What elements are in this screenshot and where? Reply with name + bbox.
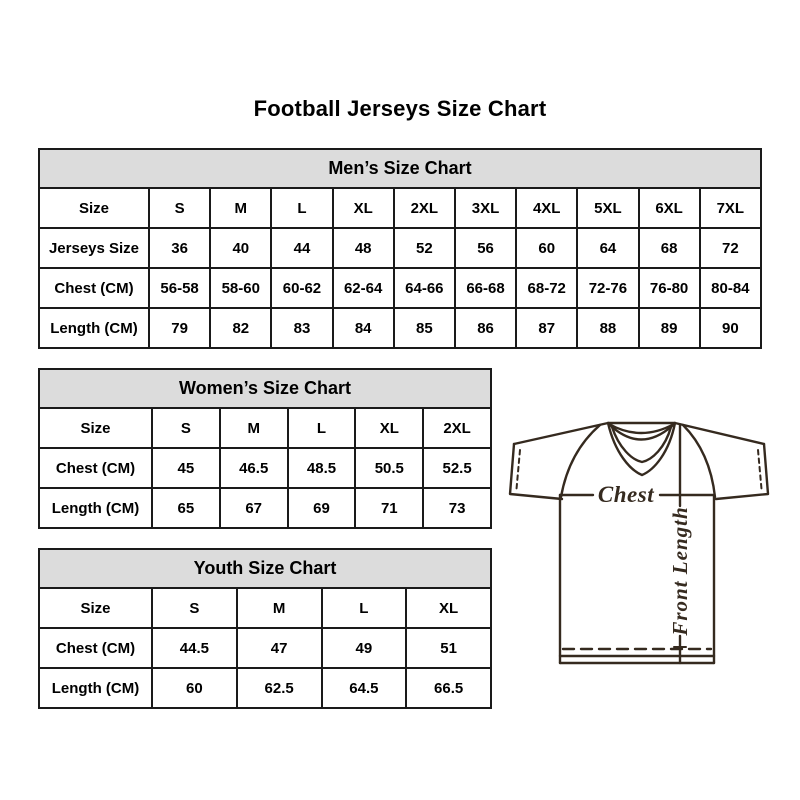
- table-header-row: [39, 549, 491, 588]
- value-cell: 67: [220, 488, 288, 528]
- value-cell: 88: [577, 308, 638, 348]
- value-cell: 50.5: [355, 448, 423, 488]
- value-cell: S: [152, 408, 220, 448]
- value-cell: 46.5: [220, 448, 288, 488]
- row-label-cell: Size: [39, 188, 149, 228]
- value-cell: XL: [406, 588, 491, 628]
- value-cell: M: [237, 588, 322, 628]
- value-cell: S: [152, 588, 237, 628]
- value-cell: 48.5: [288, 448, 356, 488]
- page-title: Football Jerseys Size Chart: [253, 96, 547, 121]
- value-cell: 3XL: [455, 188, 516, 228]
- value-cell: 80-84: [700, 268, 761, 308]
- value-cell: L: [322, 588, 407, 628]
- value-cell: 51: [406, 628, 491, 668]
- jersey-measurement-diagram: [503, 398, 775, 678]
- value-cell: 62-64: [333, 268, 394, 308]
- value-cell: L: [271, 188, 332, 228]
- chest-label: Chest: [597, 482, 655, 507]
- value-cell: 40: [210, 228, 271, 268]
- value-cell: 7XL: [700, 188, 761, 228]
- front-length-label: Front Length: [668, 506, 692, 636]
- row-label-cell: Length (CM): [39, 668, 152, 708]
- table-row: [39, 628, 491, 668]
- womens-size-table: [38, 368, 492, 529]
- value-cell: 52.5: [423, 448, 491, 488]
- value-cell: 65: [152, 488, 220, 528]
- mens-size-table: [38, 148, 762, 349]
- youth-size-table: [38, 548, 492, 709]
- row-label-cell: Chest (CM): [39, 628, 152, 668]
- row-label-cell: Size: [39, 588, 152, 628]
- value-cell: L: [288, 408, 356, 448]
- value-cell: 79: [149, 308, 210, 348]
- value-cell: 62.5: [237, 668, 322, 708]
- value-cell: 82: [210, 308, 271, 348]
- value-cell: 64: [577, 228, 638, 268]
- value-cell: 71: [355, 488, 423, 528]
- value-cell: 2XL: [423, 408, 491, 448]
- row-label-cell: Size: [39, 408, 152, 448]
- value-cell: 68-72: [516, 268, 577, 308]
- value-cell: 44: [271, 228, 332, 268]
- value-cell: 52: [394, 228, 455, 268]
- row-label-cell: Length (CM): [39, 308, 149, 348]
- value-cell: 6XL: [639, 188, 700, 228]
- value-cell: 56: [455, 228, 516, 268]
- row-label-cell: Chest (CM): [39, 448, 152, 488]
- table-title: Women’s Size Chart: [39, 369, 491, 408]
- value-cell: 56-58: [149, 268, 210, 308]
- row-label-cell: Chest (CM): [39, 268, 149, 308]
- value-cell: 47: [237, 628, 322, 668]
- row-label-cell: Length (CM): [39, 488, 152, 528]
- value-cell: 48: [333, 228, 394, 268]
- value-cell: 4XL: [516, 188, 577, 228]
- value-cell: 2XL: [394, 188, 455, 228]
- value-cell: 64-66: [394, 268, 455, 308]
- value-cell: XL: [355, 408, 423, 448]
- value-cell: 89: [639, 308, 700, 348]
- jersey-outline-icon: [510, 423, 768, 663]
- value-cell: 72-76: [577, 268, 638, 308]
- value-cell: 60: [516, 228, 577, 268]
- value-cell: 66-68: [455, 268, 516, 308]
- value-cell: 60: [152, 668, 237, 708]
- value-cell: 45: [152, 448, 220, 488]
- table-row: [39, 488, 491, 528]
- value-cell: 69: [288, 488, 356, 528]
- value-cell: 49: [322, 628, 407, 668]
- value-cell: 83: [271, 308, 332, 348]
- table-row: [39, 228, 761, 268]
- value-cell: 60-62: [271, 268, 332, 308]
- table-header-row: [39, 149, 761, 188]
- value-cell: M: [220, 408, 288, 448]
- value-cell: S: [149, 188, 210, 228]
- row-label-cell: Jerseys Size: [39, 228, 149, 268]
- table-title: Youth Size Chart: [39, 549, 491, 588]
- table-row: [39, 308, 761, 348]
- value-cell: 90: [700, 308, 761, 348]
- table-row: [39, 408, 491, 448]
- value-cell: 76-80: [639, 268, 700, 308]
- table-title: Men’s Size Chart: [39, 149, 761, 188]
- table-row: [39, 188, 761, 228]
- value-cell: M: [210, 188, 271, 228]
- value-cell: 36: [149, 228, 210, 268]
- value-cell: 66.5: [406, 668, 491, 708]
- value-cell: 73: [423, 488, 491, 528]
- value-cell: 64.5: [322, 668, 407, 708]
- value-cell: 86: [455, 308, 516, 348]
- table-row: [39, 448, 491, 488]
- value-cell: 5XL: [577, 188, 638, 228]
- table-row: [39, 668, 491, 708]
- value-cell: 68: [639, 228, 700, 268]
- value-cell: 84: [333, 308, 394, 348]
- value-cell: 85: [394, 308, 455, 348]
- value-cell: 87: [516, 308, 577, 348]
- value-cell: XL: [333, 188, 394, 228]
- table-row: [39, 268, 761, 308]
- value-cell: 44.5: [152, 628, 237, 668]
- value-cell: 72: [700, 228, 761, 268]
- table-row: [39, 588, 491, 628]
- table-header-row: [39, 369, 491, 408]
- value-cell: 58-60: [210, 268, 271, 308]
